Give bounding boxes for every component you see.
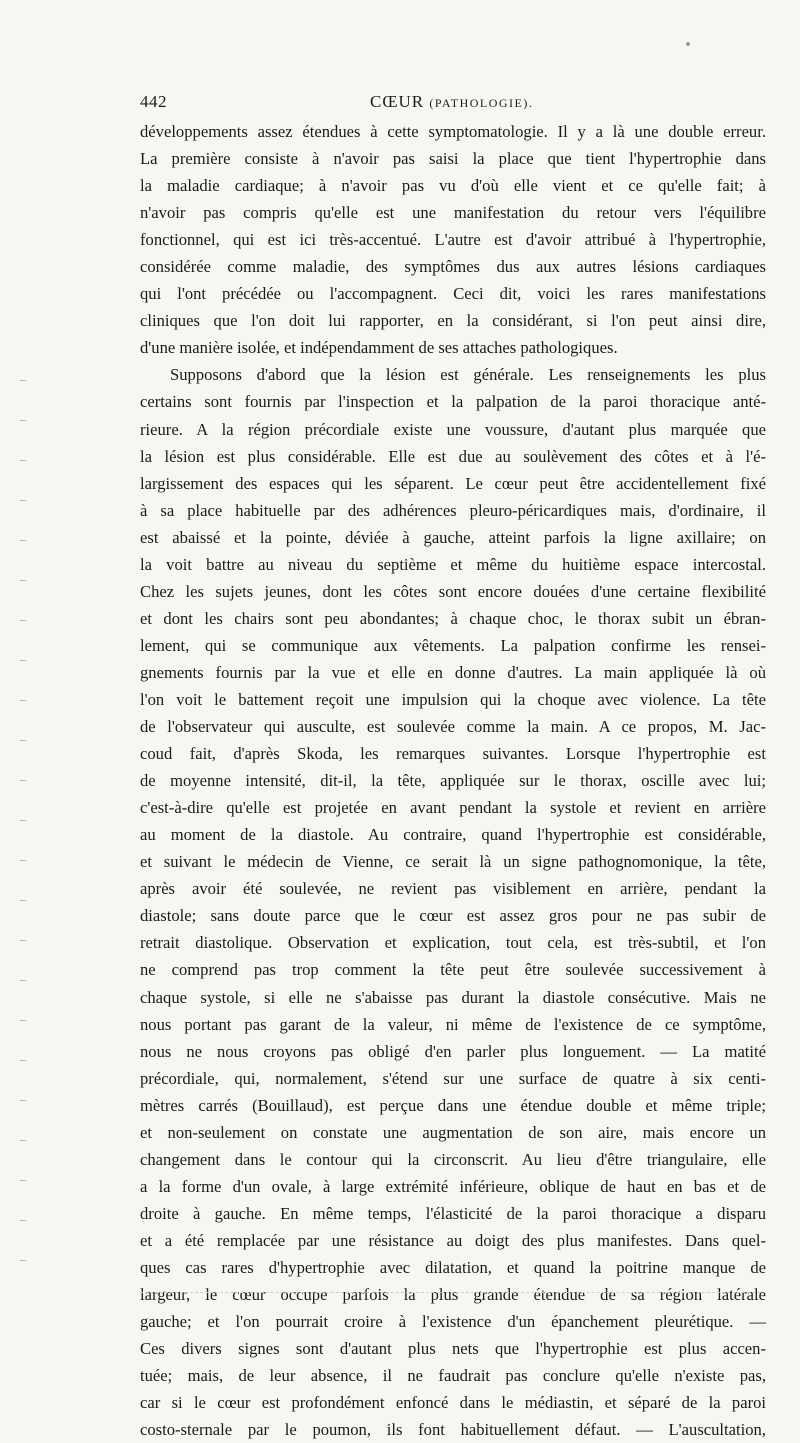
- text-line: rieure. A la région précordiale existe une voussure, d'autant plus marquée que: [140, 419, 766, 439]
- text-line: de l'observateur qui ausculte, est soulevée comme la main. A ce propos, M. Jac-: [140, 717, 766, 737]
- text-line: d'une manière isolée, et indépendamment de ses attaches pathologiques.: [140, 338, 618, 358]
- text-line: mètres carrés (Bouillaud), est perçue dans une étendue double et même triple;: [140, 1095, 766, 1115]
- text-line: l'on voit le battement reçoit une impulsion qui la choque avec violence. La tête: [140, 689, 766, 709]
- text-line: coud fait, d'après Skoda, les remarques suivantes. Lorsque l'hypertrophie est: [140, 744, 766, 764]
- text-line: gauche; et l'on pourrait croire à l'existence d'un épanchement pleurétique. —: [140, 1312, 766, 1332]
- bottom-scan-rule: [140, 1292, 760, 1293]
- text-line: précordiale, qui, normalement, s'étend sur une surface de quatre à six centi-: [140, 1068, 766, 1088]
- running-title-main: CŒUR: [370, 92, 425, 111]
- running-title-sub: (PATHOLOGIE).: [429, 96, 534, 110]
- text-line: nous portant pas garant de la valeur, ni même de l'existence de ce symptôme,: [140, 1014, 766, 1034]
- text-line: et dont les chairs sont peu abondantes; à chaque choc, le thorax subit un ébran-: [140, 608, 766, 628]
- text-line: largeur, le cœur occupe parfois la plus grande étendue de sa région latérale: [140, 1285, 766, 1305]
- text-line: costo-sternale par le poumon, ils font habituellement défaut. — L'auscultation,: [140, 1420, 766, 1440]
- text-line: ques cas rares d'hypertrophie avec dilatation, et quand la poitrine manque de: [140, 1257, 766, 1277]
- running-title: [370, 92, 533, 112]
- body-text: [140, 118, 766, 1443]
- running-header: [140, 92, 760, 116]
- text-line: Ces divers signes sont d'autant plus nets que l'hypertrophie est plus accen-: [140, 1339, 766, 1359]
- text-line: changement dans le contour qui la circonscrit. Au lieu d'être triangulaire, elle: [140, 1149, 766, 1169]
- text-line: et a été remplacée par une résistance au doigt des plus manifestes. Dans quel-: [140, 1230, 766, 1250]
- text-line: c'est-à-dire qu'elle est projetée en avant pendant la systole et revient en arrière: [140, 798, 766, 818]
- text-line: tuée; mais, de leur absence, il ne faudrait pas conclure qu'elle n'existe pas,: [140, 1366, 766, 1386]
- text-line: et suivant le médecin de Vienne, ce serait là un signe pathognomonique, la tête,: [140, 852, 766, 872]
- text-line: lement, qui se communique aux vêtements. La palpation confirme les rensei-: [140, 635, 766, 655]
- text-line: au moment de la diastole. Au contraire, quand l'hypertrophie est considérable,: [140, 825, 766, 845]
- text-line: la voit battre au niveau du septième et même du huitième espace intercostal.: [140, 554, 766, 574]
- text-line: diastole; sans doute parce que le cœur est assez gros pour ne pas subir de: [140, 906, 766, 926]
- text-line: considérée comme maladie, des symptômes dus aux autres lésions cardiaques: [140, 257, 766, 277]
- text-line: cliniques que l'on doit lui rapporter, en la considérant, si l'on peut ainsi dire,: [140, 311, 766, 331]
- text-line: est abaissé et la pointe, déviée à gauche, atteint parfois la ligne axillaire; on: [140, 527, 766, 547]
- text-line: La première consiste à n'avoir pas saisi la place que tient l'hypertrophie dans: [140, 149, 766, 169]
- text-line: droite à gauche. En même temps, l'élasticité de la paroi thoracique a disparu: [140, 1203, 766, 1223]
- text-line: a la forme d'un ovale, à large extrémité inférieure, oblique de haut en bas et de: [140, 1176, 766, 1196]
- text-line: après avoir été soulevée, ne revient pas visiblement en arrière, pendant la: [140, 879, 766, 899]
- text-line: chaque systole, si elle ne s'abaisse pas durant la diastole consécutive. Mais ne: [140, 987, 766, 1007]
- text-line: la lésion est plus considérable. Elle est due au soulèvement des côtes et à l'é-: [140, 446, 766, 466]
- paragraph-first-line: Supposons d'abord que la lésion est générale. Les renseignements les plus: [170, 365, 766, 385]
- text-line: retrait diastolique. Observation et explication, tout cela, est très-subtil, et l'on: [140, 933, 766, 953]
- text-line: nous ne nous croyons pas obligé d'en parler plus longuement. — La matité: [140, 1041, 766, 1061]
- text-line: à sa place habituelle par des adhérences pleuro-péricardiques mais, d'ordinaire, il: [140, 500, 766, 520]
- text-line: et non-seulement on constate une augmentation de son aire, mais encore un: [140, 1122, 766, 1142]
- scan-margin-marks: [20, 380, 50, 1280]
- text-line: n'avoir pas compris qu'elle est une manifestation du retour vers l'équilibre: [140, 203, 766, 223]
- text-line: largissement des espaces qui les séparent. Le cœur peut être accidentellement fixé: [140, 473, 766, 493]
- text-line: gnements fournis par la vue et elle en donne d'autres. La main appliquée là où: [140, 662, 766, 682]
- ink-speck: [686, 42, 690, 46]
- text-line: car si le cœur est profondément enfoncé dans le médiastin, et séparé de la paroi: [140, 1393, 766, 1413]
- text-line: qui l'ont précédée ou l'accompagnent. Ceci dit, voici les rares manifestations: [140, 284, 766, 304]
- text-line: de moyenne intensité, dit-il, la tête, appliquée sur le thorax, oscille avec lui;: [140, 771, 766, 791]
- text-line: fonctionnel, qui est ici très-accentué. L'autre est d'avoir attribué à l'hypertrophie,: [140, 230, 766, 250]
- text-line: la maladie cardiaque; à n'avoir pas vu d'où elle vient et ce qu'elle fait; à: [140, 176, 766, 196]
- page-number: 442: [140, 92, 167, 111]
- text-line: développements assez étendues à cette symptomatologie. Il y a là une double erreur.: [140, 122, 766, 141]
- text-line: certains sont fournis par l'inspection et la palpation de la paroi thoracique anté-: [140, 392, 766, 412]
- text-line: ne comprend pas trop comment la tête peut être soulevée successivement à: [140, 960, 766, 980]
- text-line: Chez les sujets jeunes, dont les côtes sont encore douées d'une certaine flexibilité: [140, 581, 766, 601]
